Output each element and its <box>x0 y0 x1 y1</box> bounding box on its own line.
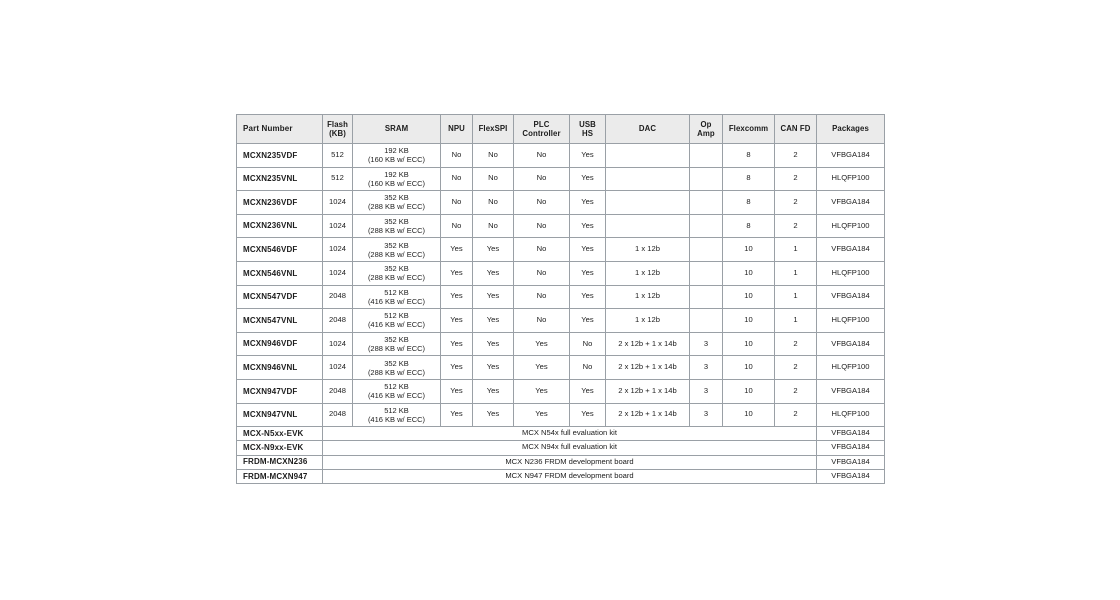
cell-packages: VFBGA184 <box>817 441 885 455</box>
column-header-op-amp <box>690 115 723 144</box>
cell-dac: 2 x 12b + 1 x 14b <box>606 332 690 356</box>
cell-packages: HLQFP100 <box>817 403 885 427</box>
cell-flexcomm: 10 <box>723 238 775 262</box>
cell-flexspi: Yes <box>473 285 514 309</box>
cell-flexcomm: 8 <box>723 144 775 168</box>
cell-plc-controller: No <box>514 144 570 168</box>
cell-sram-line1: 512 KB <box>384 405 409 415</box>
table-row <box>237 379 885 403</box>
cell-kit-description: MCX N54x full evaluation kit <box>323 427 817 441</box>
cell-can-fd: 2 <box>775 167 817 191</box>
cell-flexspi: Yes <box>473 261 514 285</box>
cell-sram-line2: (160 KB w/ ECC) <box>367 155 426 165</box>
column-header-flash-line2: (KB) <box>329 129 346 138</box>
table-row <box>237 285 885 309</box>
column-header-opamp-line1: Op <box>700 119 712 129</box>
cell-sram <box>353 285 441 309</box>
cell-sram-line2: (416 KB w/ ECC) <box>367 414 426 424</box>
cell-sram-line1: 192 KB <box>384 146 409 156</box>
cell-plc-controller: No <box>514 191 570 215</box>
cell-usb-hs: Yes <box>570 214 606 238</box>
cell-part-number: MCXN547VDF <box>237 285 323 309</box>
table-row <box>237 469 885 483</box>
cell-flexcomm: 10 <box>723 285 775 309</box>
cell-kit-description: MCX N94x full evaluation kit <box>323 441 817 455</box>
cell-sram-line1: 512 KB <box>384 382 409 392</box>
cell-part-number: MCXN236VDF <box>237 191 323 215</box>
cell-flexspi: Yes <box>473 379 514 403</box>
column-header-plc-line2: Controller <box>522 129 561 138</box>
cell-flash: 1024 <box>323 332 353 356</box>
cell-npu: Yes <box>441 332 473 356</box>
cell-flash: 1024 <box>323 238 353 262</box>
column-header-flexspi: FlexSPI <box>473 115 514 144</box>
cell-flexcomm: 10 <box>723 309 775 333</box>
table-row <box>237 356 885 380</box>
table-row <box>237 191 885 215</box>
cell-part-number: MCXN946VNL <box>237 356 323 380</box>
cell-part-number: MCXN235VNL <box>237 167 323 191</box>
cell-sram <box>353 309 441 333</box>
cell-sram <box>353 356 441 380</box>
cell-sram-line2: (288 KB w/ ECC) <box>367 344 426 354</box>
cell-packages: VFBGA184 <box>817 427 885 441</box>
table-row <box>237 238 885 262</box>
cell-part-number: MCXN946VDF <box>237 332 323 356</box>
cell-plc-controller: No <box>514 238 570 262</box>
cell-flexspi: No <box>473 167 514 191</box>
cell-usb-hs: Yes <box>570 379 606 403</box>
table-row <box>237 261 885 285</box>
cell-usb-hs: Yes <box>570 403 606 427</box>
cell-dac: 2 x 12b + 1 x 14b <box>606 356 690 380</box>
cell-dac: 1 x 12b <box>606 309 690 333</box>
cell-npu: Yes <box>441 379 473 403</box>
mcx-n-series-spec-table <box>236 114 885 484</box>
cell-part-number: MCX-N5xx-EVK <box>237 427 323 441</box>
cell-plc-controller: Yes <box>514 356 570 380</box>
cell-flash: 512 <box>323 167 353 191</box>
cell-packages: HLQFP100 <box>817 261 885 285</box>
cell-flexcomm: 8 <box>723 167 775 191</box>
cell-dac: 2 x 12b + 1 x 14b <box>606 403 690 427</box>
cell-flexspi: No <box>473 191 514 215</box>
cell-sram <box>353 214 441 238</box>
cell-sram-line1: 352 KB <box>384 240 409 250</box>
column-header-usb-line2: HS <box>581 129 594 138</box>
cell-flexcomm: 10 <box>723 332 775 356</box>
cell-part-number: MCXN235VDF <box>237 144 323 168</box>
cell-kit-description: MCX N236 FRDM development board <box>323 455 817 469</box>
cell-flexspi: Yes <box>473 403 514 427</box>
column-header-flexcomm: Flexcomm <box>723 115 775 144</box>
cell-flash: 2048 <box>323 285 353 309</box>
cell-usb-hs: Yes <box>570 191 606 215</box>
table-row <box>237 309 885 333</box>
cell-dac <box>606 214 690 238</box>
cell-flexcomm: 10 <box>723 261 775 285</box>
cell-flexspi: No <box>473 144 514 168</box>
cell-can-fd: 2 <box>775 214 817 238</box>
cell-sram-line2: (288 KB w/ ECC) <box>367 249 426 259</box>
cell-flash: 1024 <box>323 261 353 285</box>
cell-packages: VFBGA184 <box>817 332 885 356</box>
cell-flexspi: Yes <box>473 356 514 380</box>
cell-can-fd: 1 <box>775 309 817 333</box>
cell-part-number: MCXN947VNL <box>237 403 323 427</box>
cell-npu: No <box>441 191 473 215</box>
cell-part-number: MCXN547VNL <box>237 309 323 333</box>
cell-can-fd: 2 <box>775 191 817 215</box>
cell-plc-controller: No <box>514 261 570 285</box>
cell-sram <box>353 167 441 191</box>
cell-op-amp: 3 <box>690 356 723 380</box>
table-row <box>237 455 885 469</box>
cell-can-fd: 2 <box>775 403 817 427</box>
cell-op-amp <box>690 261 723 285</box>
column-header-dac: DAC <box>606 115 690 144</box>
cell-packages: VFBGA184 <box>817 469 885 483</box>
column-header-sram: SRAM <box>353 115 441 144</box>
column-header-flash-line1: Flash <box>327 119 348 129</box>
cell-usb-hs: Yes <box>570 261 606 285</box>
cell-npu: No <box>441 167 473 191</box>
column-header-usb-hs <box>570 115 606 144</box>
cell-packages: VFBGA184 <box>817 379 885 403</box>
table-row <box>237 441 885 455</box>
cell-flash: 1024 <box>323 191 353 215</box>
cell-flexcomm: 8 <box>723 214 775 238</box>
cell-flash: 2048 <box>323 309 353 333</box>
cell-op-amp <box>690 191 723 215</box>
cell-can-fd: 1 <box>775 285 817 309</box>
cell-plc-controller: Yes <box>514 403 570 427</box>
cell-op-amp: 3 <box>690 403 723 427</box>
spec-table-container <box>236 114 884 484</box>
cell-op-amp <box>690 309 723 333</box>
cell-op-amp: 3 <box>690 332 723 356</box>
cell-npu: No <box>441 144 473 168</box>
cell-npu: Yes <box>441 356 473 380</box>
cell-usb-hs: Yes <box>570 144 606 168</box>
cell-packages: VFBGA184 <box>817 144 885 168</box>
table-row <box>237 214 885 238</box>
cell-npu: No <box>441 214 473 238</box>
cell-sram <box>353 261 441 285</box>
cell-flexcomm: 10 <box>723 403 775 427</box>
table-row <box>237 427 885 441</box>
cell-usb-hs: No <box>570 356 606 380</box>
cell-npu: Yes <box>441 403 473 427</box>
cell-part-number: FRDM-MCXN947 <box>237 469 323 483</box>
cell-usb-hs: Yes <box>570 309 606 333</box>
cell-flexcomm: 10 <box>723 379 775 403</box>
column-header-packages: Packages <box>817 115 885 144</box>
cell-sram-line1: 352 KB <box>384 264 409 274</box>
cell-op-amp: 3 <box>690 379 723 403</box>
cell-part-number: MCXN236VNL <box>237 214 323 238</box>
cell-usb-hs: Yes <box>570 285 606 309</box>
cell-part-number: MCXN546VNL <box>237 261 323 285</box>
cell-op-amp <box>690 144 723 168</box>
column-header-usb-line1: USB <box>579 119 596 129</box>
cell-usb-hs: Yes <box>570 167 606 191</box>
cell-op-amp <box>690 238 723 262</box>
cell-packages: VFBGA184 <box>817 455 885 469</box>
cell-npu: Yes <box>441 285 473 309</box>
cell-flash: 512 <box>323 144 353 168</box>
cell-npu: Yes <box>441 261 473 285</box>
table-row <box>237 144 885 168</box>
cell-sram-line2: (416 KB w/ ECC) <box>367 296 426 306</box>
cell-sram-line2: (288 KB w/ ECC) <box>367 226 426 236</box>
cell-sram <box>353 191 441 215</box>
cell-sram-line2: (160 KB w/ ECC) <box>367 178 426 188</box>
cell-sram <box>353 332 441 356</box>
cell-dac: 1 x 12b <box>606 285 690 309</box>
table-body <box>237 144 885 484</box>
cell-sram <box>353 238 441 262</box>
cell-sram-line1: 352 KB <box>384 216 409 226</box>
cell-usb-hs: Yes <box>570 238 606 262</box>
cell-dac <box>606 191 690 215</box>
cell-usb-hs: No <box>570 332 606 356</box>
cell-packages: HLQFP100 <box>817 167 885 191</box>
cell-part-number: MCXN947VDF <box>237 379 323 403</box>
cell-part-number: FRDM-MCXN236 <box>237 455 323 469</box>
table-row <box>237 332 885 356</box>
cell-can-fd: 2 <box>775 379 817 403</box>
table-header <box>237 115 885 144</box>
cell-packages: VFBGA184 <box>817 285 885 309</box>
cell-plc-controller: No <box>514 285 570 309</box>
cell-sram <box>353 379 441 403</box>
cell-npu: Yes <box>441 309 473 333</box>
cell-op-amp <box>690 167 723 191</box>
cell-part-number: MCXN546VDF <box>237 238 323 262</box>
cell-packages: VFBGA184 <box>817 191 885 215</box>
cell-can-fd: 2 <box>775 332 817 356</box>
cell-flexspi: Yes <box>473 238 514 262</box>
column-header-plc-line1: PLC <box>533 119 550 129</box>
cell-can-fd: 1 <box>775 261 817 285</box>
cell-packages: HLQFP100 <box>817 309 885 333</box>
cell-sram-line2: (416 KB w/ ECC) <box>367 391 426 401</box>
cell-sram-line2: (288 KB w/ ECC) <box>367 202 426 212</box>
cell-packages: HLQFP100 <box>817 214 885 238</box>
column-header-flash <box>323 115 353 144</box>
cell-sram-line2: (288 KB w/ ECC) <box>367 273 426 283</box>
cell-dac: 2 x 12b + 1 x 14b <box>606 379 690 403</box>
cell-dac <box>606 144 690 168</box>
cell-flexspi: Yes <box>473 332 514 356</box>
cell-sram-line2: (288 KB w/ ECC) <box>367 367 426 377</box>
cell-flash: 1024 <box>323 356 353 380</box>
table-row <box>237 167 885 191</box>
cell-flash: 1024 <box>323 214 353 238</box>
cell-flexspi: Yes <box>473 309 514 333</box>
cell-plc-controller: No <box>514 214 570 238</box>
cell-kit-description: MCX N947 FRDM development board <box>323 469 817 483</box>
cell-plc-controller: No <box>514 309 570 333</box>
cell-op-amp <box>690 285 723 309</box>
cell-sram-line1: 352 KB <box>384 193 409 203</box>
cell-flexcomm: 8 <box>723 191 775 215</box>
cell-sram-line2: (416 KB w/ ECC) <box>367 320 426 330</box>
cell-flash: 2048 <box>323 403 353 427</box>
cell-flash: 2048 <box>323 379 353 403</box>
cell-dac: 1 x 12b <box>606 238 690 262</box>
cell-sram <box>353 144 441 168</box>
cell-plc-controller: Yes <box>514 379 570 403</box>
header-row <box>237 115 885 144</box>
cell-dac: 1 x 12b <box>606 261 690 285</box>
cell-npu: Yes <box>441 238 473 262</box>
cell-op-amp <box>690 214 723 238</box>
cell-packages: HLQFP100 <box>817 356 885 380</box>
column-header-opamp-line2: Amp <box>697 129 715 138</box>
cell-sram <box>353 403 441 427</box>
column-header-plc-controller <box>514 115 570 144</box>
cell-plc-controller: No <box>514 167 570 191</box>
cell-can-fd: 2 <box>775 144 817 168</box>
cell-sram-line1: 512 KB <box>384 287 409 297</box>
table-row <box>237 403 885 427</box>
cell-sram-line1: 192 KB <box>384 169 409 179</box>
cell-sram-line1: 352 KB <box>384 358 409 368</box>
cell-packages: VFBGA184 <box>817 238 885 262</box>
column-header-can-fd: CAN FD <box>775 115 817 144</box>
cell-part-number: MCX-N9xx-EVK <box>237 441 323 455</box>
cell-flexspi: No <box>473 214 514 238</box>
cell-sram-line1: 512 KB <box>384 311 409 321</box>
cell-dac <box>606 167 690 191</box>
cell-can-fd: 2 <box>775 356 817 380</box>
column-header-part-number: Part Number <box>237 115 323 144</box>
cell-flexcomm: 10 <box>723 356 775 380</box>
column-header-npu: NPU <box>441 115 473 144</box>
cell-plc-controller: Yes <box>514 332 570 356</box>
cell-sram-line1: 352 KB <box>384 334 409 344</box>
cell-can-fd: 1 <box>775 238 817 262</box>
